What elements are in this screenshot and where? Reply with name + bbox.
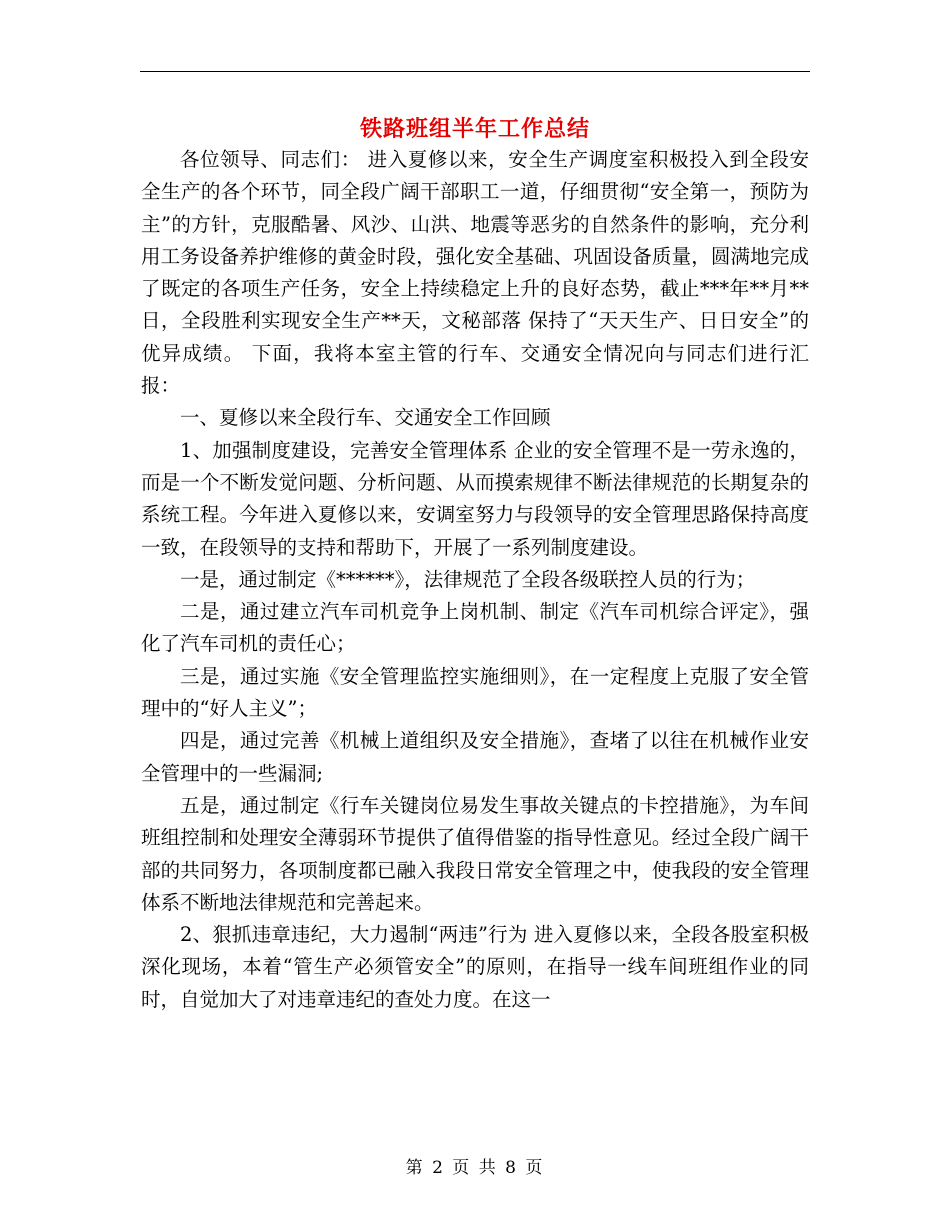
paragraph-point-4: 四是，通过完善《机械上道组织及安全措施》，查堵了以往在机械作业安全管理中的一些漏洞; xyxy=(141,729,809,785)
page-number: 第 2 页 共 8 页 xyxy=(405,1158,545,1178)
paragraph-point-2: 二是，通过建立汽车司机竞争上岗机制、制定《汽车司机综合评定》，强化了汽车司机的责任心； xyxy=(141,600,809,656)
document-body xyxy=(141,144,809,1016)
document-title: 铁路班组半年工作总结 xyxy=(359,116,590,142)
paragraph-point-3: 三是，通过实施《安全管理监控实施细则》，在一定程度上克服了安全管理中的“好人主义”； xyxy=(141,664,809,721)
paragraph-point-5: 五是，通过制定《行车关键岗位易发生事故关键点的卡控措施》，为车间班组控制和处理安全薄弱环节提供了值得借鉴的指导性意见。经过全段广阔干部的共同努力，各项制度都已融入我段日常安全管理之中，使我段的安全管理体系不断地法律规范和完善起来。 xyxy=(141,793,809,914)
paragraph-system-building: 1、加强制度建设，完善安全管理体系 企业的安全管理不是一劳永逸的，而是一个不断发觉问题、分析问题、从而摸索规律不断法律规范的长期复杂的系统工程。今年进入夏修以来，安调室努力与段领导的安全管理思路保持高度一致，在段领导的支持和帮助下，开展了一系列制度建设。 xyxy=(141,438,809,559)
paragraph-point-1: 一是，通过制定《******》，法律规范了全段各级联控人员的行为； xyxy=(180,567,756,591)
section-heading-1: 一、夏修以来全段行车、交通安全工作回顾 xyxy=(180,406,551,430)
header-rule xyxy=(140,71,810,72)
paragraph-violations: 2、狠抓违章违纪，大力遏制“两违”行为 进入夏修以来，全段各股室积极深化现场，本着“管生产必须管安全”的原则，在指导一线车间班组作业的同时，自觉加大了对违章违纪的查处力度。在这一 xyxy=(141,923,809,1011)
paragraph-intro: 各位领导、同志们： 进入夏修以来，安全生产调度室积极投入到全段安全生产的各个环节，同全段广阔干部职工一道，仔细贯彻“安全第一，预防为主”的方针，克服酷暑、风沙、山洪、地震等恶劣的自然条件的影响，充分利用工务设备养护维修的黄金时段，强化安全基础、巩固设备质量，圆满地完成了既定的各项生产任务，安全上持续稳定上升的良好态势，截止***年**月**日，全段胜利实现安全生产**天，文秘部落 保持了“天天生产、日日安全”的优异成绩。 下面，我将本室主管的行车、交通安全情况向与同志们进行汇报： xyxy=(141,148,809,398)
